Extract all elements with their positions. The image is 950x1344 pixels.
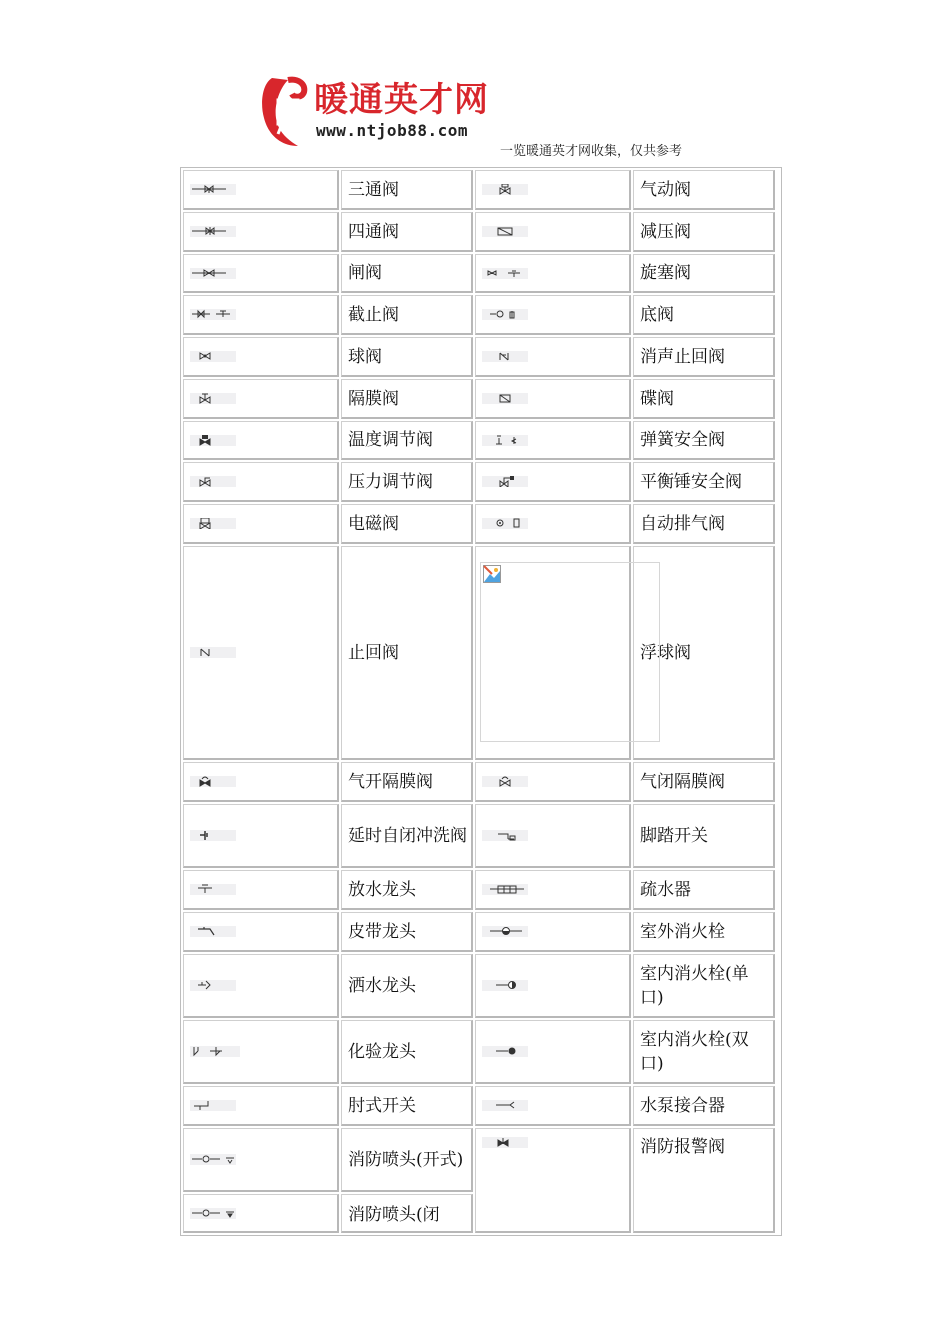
label-cell-left: [341, 546, 473, 760]
label-cell-left: [341, 1194, 473, 1233]
symbol-cell-right: [475, 504, 631, 544]
symbol-label: 放水龙头: [348, 879, 416, 900]
symbol-label: 温度调节阀: [348, 430, 433, 450]
silent-check-valve-icon: [482, 351, 528, 362]
indoor-hydrant-single-icon: [482, 980, 528, 991]
label-cell-right: [633, 212, 775, 252]
symbol-cell-right: [475, 379, 631, 419]
label-cell-right: [633, 954, 775, 1018]
label-cell-left: [341, 1128, 473, 1192]
symbol-label: 闸阀: [348, 263, 382, 283]
pressure-reducing-valve-icon: [482, 226, 528, 237]
label-cell-left: [341, 421, 473, 460]
symbol-label: 消防报警阀: [640, 1137, 725, 1157]
symbol-label: 隔膜阀: [348, 388, 399, 409]
logo-mark-icon: [258, 74, 310, 150]
air-open-diaphragm-valve-icon: [190, 776, 236, 787]
float-valve-image: [480, 562, 660, 742]
ball-valve-icon: [190, 351, 236, 362]
symbol-cell-left: [183, 912, 339, 952]
label-cell-left: [341, 504, 473, 544]
symbol-cell-right: [475, 170, 631, 210]
symbol-cell-right: [475, 804, 631, 868]
symbol-cell-left: [183, 1020, 339, 1084]
label-cell-right: [633, 462, 775, 502]
symbol-label: 三通阀: [348, 179, 399, 200]
outdoor-hydrant-icon: [482, 926, 528, 937]
label-cell-right: [633, 912, 775, 952]
label-cell-right: [633, 337, 775, 377]
symbol-cell-left: [183, 546, 339, 760]
symbol-cell-right: [475, 421, 631, 460]
closed-sprinkler-icon: [190, 1208, 236, 1219]
symbol-label: 四通阀: [348, 221, 399, 242]
symbol-cell-left: [183, 870, 339, 910]
symbol-label: 旋塞阀: [640, 263, 691, 283]
symbol-cell-left: [183, 1128, 339, 1192]
label-cell-left: [341, 762, 473, 802]
label-cell-right: [633, 870, 775, 910]
label-cell-right: [633, 762, 775, 802]
elbow-switch-icon: [190, 1100, 236, 1111]
symbol-cell-right: [475, 295, 631, 335]
symbol-cell-right: [475, 912, 631, 952]
symbol-label: 洒水龙头: [348, 975, 416, 996]
symbol-cell-right: [475, 337, 631, 377]
foot-valve-icon: [482, 309, 528, 320]
symbol-label: 气闭隔膜阀: [640, 771, 725, 792]
symbol-label: 平衡锤安全阀: [640, 471, 742, 492]
label-cell-right: [633, 804, 775, 868]
symbol-label: 压力调节阀: [348, 471, 433, 492]
symbol-cell-left: [183, 954, 339, 1018]
symbol-cell-right: [475, 762, 631, 802]
label-cell-left: [341, 1086, 473, 1126]
symbol-label: 消防喷头(开式): [348, 1149, 464, 1170]
plug-valve-icon: [482, 268, 528, 279]
symbol-label: 肘式开关: [348, 1095, 416, 1116]
delay-flush-valve-icon: [190, 830, 236, 841]
symbol-cell-right: [475, 254, 631, 293]
label-cell-right: [633, 421, 775, 460]
symbol-cell-left: [183, 170, 339, 210]
symbol-cell-left: [183, 379, 339, 419]
symbol-label: 截止阀: [348, 304, 399, 325]
globe-valve-icon: [190, 309, 236, 320]
symbol-cell-right: [475, 870, 631, 910]
symbol-label: 室外消火栓: [640, 921, 725, 942]
hose-faucet-icon: [190, 926, 236, 937]
label-cell-right: [633, 1020, 775, 1084]
sprinkler-faucet-icon: [190, 980, 236, 991]
symbol-cell-left: [183, 295, 339, 335]
fire-alarm-valve-icon: [482, 1137, 528, 1148]
symbol-cell-left: [183, 804, 339, 868]
symbol-label: 消声止回阀: [640, 346, 725, 367]
symbol-label: 弹簧安全阀: [640, 430, 725, 450]
spring-safety-valve-icon: [482, 435, 528, 446]
symbol-cell-left: [183, 762, 339, 802]
label-cell-right: [633, 379, 775, 419]
symbol-label: 皮带龙头: [348, 921, 416, 942]
label-cell-left: [341, 462, 473, 502]
pneumatic-valve-icon: [482, 184, 528, 195]
symbol-cell-right: [475, 1086, 631, 1126]
symbol-label: 止回阀: [348, 642, 399, 663]
label-cell-left: [341, 912, 473, 952]
label-cell-left: [341, 804, 473, 868]
label-cell-right: [633, 170, 775, 210]
symbol-label: 球阀: [348, 346, 382, 367]
indoor-hydrant-double-icon: [482, 1046, 528, 1057]
weight-safety-valve-icon: [482, 476, 528, 487]
diaphragm-valve-icon: [190, 393, 236, 404]
symbol-label: 气开隔膜阀: [348, 771, 433, 792]
symbol-cell-left: [183, 212, 339, 252]
label-cell-left: [341, 254, 473, 293]
symbol-cell-right: [475, 954, 631, 1018]
label-cell-left: [341, 379, 473, 419]
symbol-label: 室内消火栓(单口): [640, 963, 749, 1008]
label-cell-right: [633, 254, 775, 293]
label-cell-left: [341, 1020, 473, 1084]
label-cell-right: [633, 295, 775, 335]
air-close-diaphragm-valve-icon: [482, 776, 528, 787]
symbol-cell-left: [183, 462, 339, 502]
symbol-cell-right: [475, 212, 631, 252]
four-way-valve-icon: [190, 226, 236, 237]
symbol-label: 疏水器: [640, 879, 691, 900]
label-cell-left: [341, 337, 473, 377]
open-sprinkler-icon: [190, 1154, 236, 1165]
label-cell-right: [633, 1086, 775, 1126]
symbol-label: 碟阀: [640, 388, 674, 409]
symbol-cell-right: [475, 462, 631, 502]
foot-switch-icon: [482, 830, 528, 841]
symbol-label: 水泵接合器: [640, 1095, 725, 1116]
symbol-cell-left: [183, 504, 339, 544]
logo-url: www.ntjob88.com: [316, 121, 468, 140]
logo-title: 暖通英才网: [314, 80, 489, 120]
symbol-label: 浮球阀: [640, 642, 691, 663]
symbol-cell-left: [183, 421, 339, 460]
symbol-label: 化验龙头: [348, 1041, 416, 1062]
symbol-cell-left: [183, 254, 339, 293]
symbol-cell-left: [183, 1086, 339, 1126]
broken-image-icon: [483, 565, 501, 583]
label-cell-right: [633, 504, 775, 544]
site-logo: [258, 74, 518, 154]
label-cell-left: [341, 212, 473, 252]
solenoid-valve-icon: [190, 518, 236, 529]
symbol-label: 底阀: [640, 304, 674, 325]
label-cell-left: [341, 870, 473, 910]
gate-valve-icon: [190, 268, 236, 279]
label-cell-right: [633, 1128, 775, 1233]
symbol-label: 减压阀: [640, 221, 691, 242]
temperature-control-valve-icon: [190, 435, 236, 446]
steam-trap-icon: [482, 884, 528, 895]
symbol-label: 消防喷头(闭: [348, 1205, 440, 1225]
tagline: 一览暖通英才网收集，仅共参考: [500, 144, 683, 159]
symbol-label: 室内消火栓(双口): [640, 1029, 749, 1074]
symbol-cell-left: [183, 1194, 339, 1233]
symbol-cell-left: [183, 337, 339, 377]
symbol-cell-right: [475, 1020, 631, 1084]
symbol-label: 延时自闭冲洗阀: [348, 825, 467, 846]
symbol-label: 气动阀: [640, 179, 691, 200]
symbol-cell-right: [475, 1128, 631, 1233]
butterfly-valve-icon: [482, 393, 528, 404]
lab-faucet-icon: [190, 1046, 240, 1057]
check-valve-icon: [190, 647, 236, 658]
label-cell-left: [341, 295, 473, 335]
auto-air-vent-icon: [482, 518, 528, 529]
label-cell-left: [341, 954, 473, 1018]
symbol-label: 脚踏开关: [640, 825, 708, 846]
symbol-label: 自动排气阀: [640, 513, 725, 534]
pressure-control-valve-icon: [190, 476, 236, 487]
label-cell-left: [341, 170, 473, 210]
symbol-label: 电磁阀: [348, 513, 399, 534]
pump-connector-icon: [482, 1100, 528, 1111]
drain-faucet-icon: [190, 884, 236, 895]
tee-valve-icon: [190, 184, 236, 195]
